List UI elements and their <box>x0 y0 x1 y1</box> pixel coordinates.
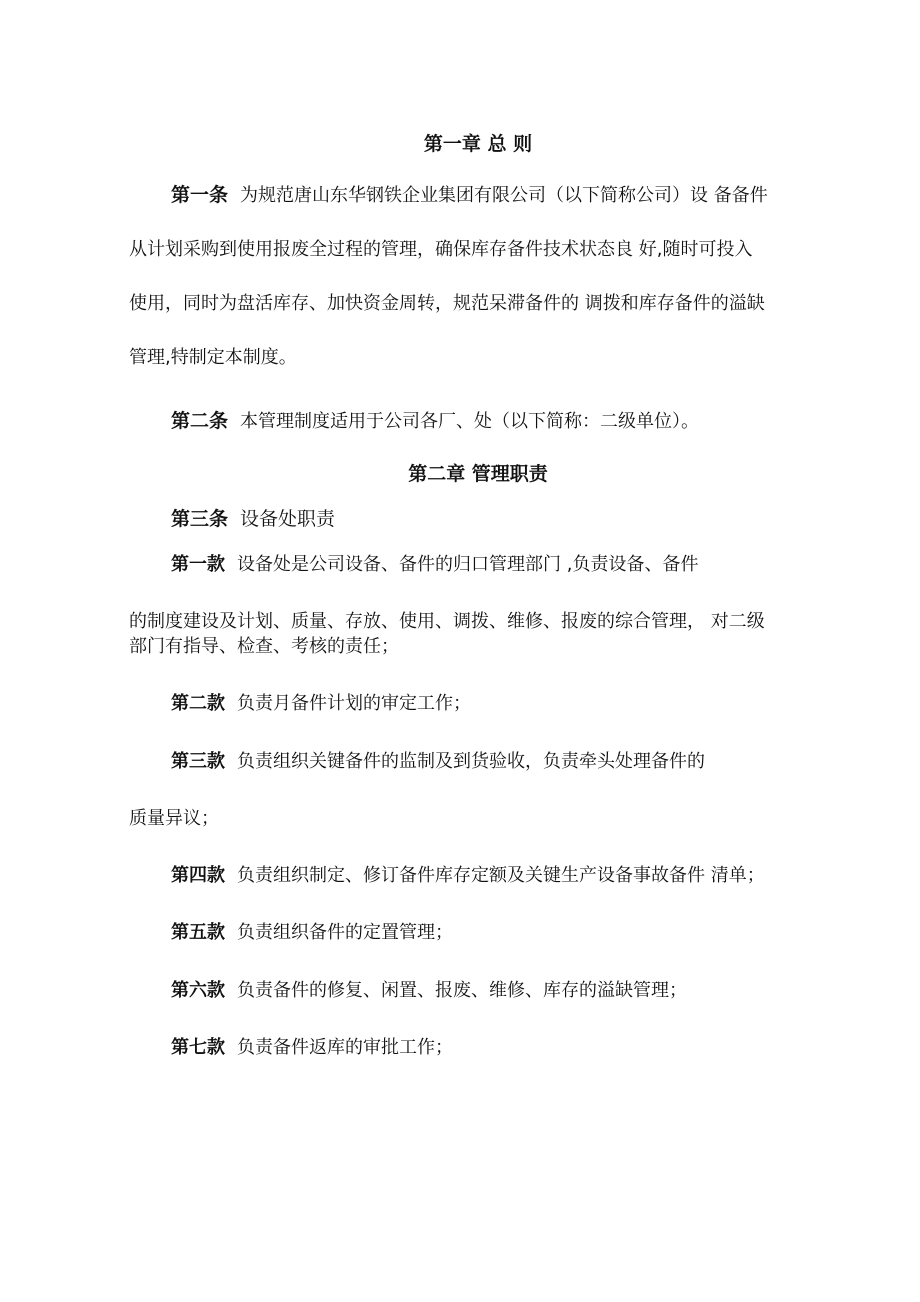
article-2-text: 本管理制度适用于公司各厂、处（以下简称：二级单位）。 <box>240 411 700 432</box>
clause-2-text: 负责月备件计划的审定工作； <box>237 693 471 714</box>
article-2-label: 第二条 <box>171 410 229 432</box>
article-1-line-1 <box>171 183 768 208</box>
clause-3-line-1 <box>171 750 705 774</box>
clause-2 <box>171 692 471 716</box>
clause-1-line-1 <box>171 553 698 577</box>
clause-1-text-1: 设备处是公司设备、备件的归口管理部门 ,负责设备、备件 <box>237 554 699 575</box>
article-1-line-4: 管理,特制定本制度。 <box>129 347 297 368</box>
article-3 <box>171 507 335 531</box>
article-3-text: 设备处职责 <box>240 508 336 530</box>
chapter-1-title: 第一章 总 则 <box>423 133 533 155</box>
clause-5-label: 第五款 <box>171 922 225 943</box>
clause-4-label: 第四款 <box>171 865 225 886</box>
clause-7 <box>171 1036 453 1060</box>
article-1-line-2: 从计划采购到使用报废全过程的管理，确保库存备件技术状态良 好,随时可投入 <box>129 239 753 260</box>
chapter-2-title: 第二章 管理职责 <box>408 463 548 485</box>
clause-3-text-1: 负责组织关键备件的监制及到货验收，负责牵头处理备件的 <box>237 751 705 772</box>
article-2 <box>171 409 699 434</box>
clause-6-text: 负责备件的修复、闲置、报废、维修、库存的溢缺管理； <box>237 980 687 1001</box>
clause-6-label: 第六款 <box>171 980 225 1001</box>
clause-7-label: 第七款 <box>171 1037 225 1058</box>
clause-2-label: 第二款 <box>171 693 225 714</box>
clause-1-label: 第一款 <box>171 554 225 575</box>
clause-3-label: 第三款 <box>171 751 225 772</box>
clause-7-text: 负责备件返库的审批工作； <box>237 1037 453 1058</box>
article-1-text-1: 为规范唐山东华钢铁企业集团有限公司（以下简称公司）设 备备件 <box>240 185 768 206</box>
clause-3-line-2: 质量异议； <box>129 808 219 829</box>
clause-5-text: 负责组织备件的定置管理； <box>237 922 453 943</box>
clause-1-line-3: 部门有指导、检查、考核的责任； <box>129 636 399 657</box>
clause-4 <box>171 864 765 888</box>
article-3-label: 第三条 <box>171 508 229 530</box>
clause-5 <box>171 921 453 945</box>
clause-6 <box>171 979 687 1003</box>
article-1-line-3: 使用，同时为盘活库存、加快资金周转，规范呆滞备件的 调拨和库存备件的溢缺 <box>129 293 765 314</box>
clause-4-text: 负责组织制定、修订备件库存定额及关键生产设备事故备件 清单； <box>237 865 765 886</box>
clause-1-line-2: 的制度建设及计划、质量、存放、使用、调拨、维修、报废的综合管理， 对二级 <box>129 611 765 632</box>
article-1-label: 第一条 <box>171 184 229 206</box>
